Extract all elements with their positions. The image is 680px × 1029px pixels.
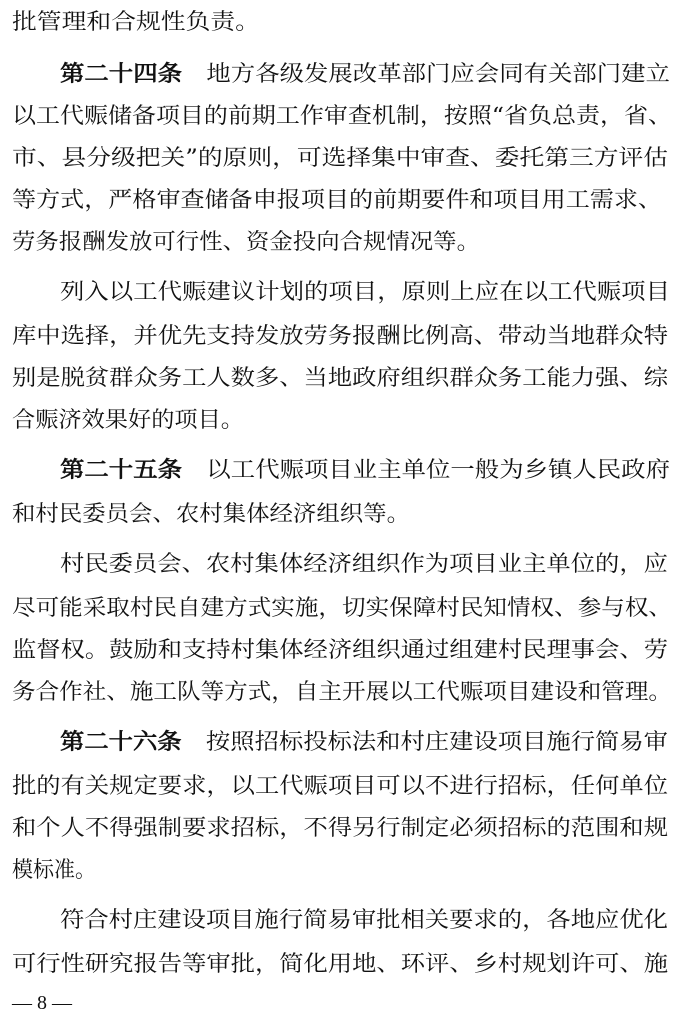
line-content: 以工代赈储备项目的前期工作审查机制，按照“省负总责，省、 — [12, 104, 672, 129]
line-content: 监督权。鼓励和支持村集体经济组织通过组建村民理事会、劳 — [12, 638, 668, 663]
article-number: 第二十四条 — [60, 62, 183, 87]
article-heading-line — [0, 57, 680, 93]
line-content: 和个人不得强制要求招标，不得另行制定必须招标的范围和规 — [12, 816, 668, 841]
line-content: 地方各级发展改革部门应会同有关部门建立 — [206, 62, 671, 87]
line-content: 以工代赈项目业主单位一般为乡镇人民政府 — [206, 458, 671, 483]
line-content: 批管理和合规性负责。 — [12, 10, 260, 35]
line-content: 和村民委员会、农村集体经济组织等。 — [12, 502, 410, 527]
line-text — [12, 947, 668, 983]
line-text — [12, 591, 672, 627]
paragraph-line — [0, 547, 680, 583]
line-content: 可行性研究报告等审批，简化用地、环评、乡村规划许可、施 — [12, 952, 668, 977]
paragraph-line — [0, 769, 680, 805]
line-text — [12, 811, 668, 847]
paragraph-line — [0, 5, 680, 41]
article-heading-line — [0, 725, 680, 761]
paragraph-line — [0, 591, 680, 627]
paragraph-line — [0, 361, 680, 397]
line-text — [12, 183, 662, 219]
article-number: 第二十五条 — [60, 458, 183, 483]
line-text — [12, 361, 668, 397]
line-content: 列入以工代赈建议计划的项目，原则上应在以工代赈项目 — [60, 280, 670, 305]
paragraph-line — [0, 225, 680, 261]
line-text — [12, 633, 668, 669]
line-content: 劳务报酬发放可行性、资金投向合规情况等。 — [12, 230, 481, 255]
line-content: 符合村庄建设项目施行简易审批相关要求的，各地应优化 — [60, 908, 668, 933]
line-text — [60, 275, 670, 311]
page-number: — 8 — — [12, 992, 72, 1014]
line-text — [12, 769, 668, 805]
line-content: 模标准。 — [12, 858, 96, 883]
line-text — [12, 319, 668, 355]
line-text — [60, 453, 670, 489]
line-text — [60, 57, 670, 93]
article-heading-line — [0, 453, 680, 489]
line-content: 尽可能采取村民自建方式实施，切实保障村民知情权、参与权、 — [12, 596, 672, 621]
line-text — [12, 141, 668, 177]
paragraph-line — [0, 947, 680, 983]
line-text — [12, 99, 672, 135]
paragraph-line — [0, 633, 680, 669]
paragraph-line — [0, 141, 680, 177]
paragraph-line — [0, 319, 680, 355]
paragraph-line — [0, 903, 680, 939]
line-content: 村民委员会、农村集体经济组织作为项目业主单位的，应 — [60, 552, 668, 577]
line-content: 别是脱贫群众务工人数多、当地政府组织群众务工能力强、综 — [12, 366, 668, 391]
paragraph-line — [0, 99, 680, 135]
line-text — [60, 547, 668, 583]
line-text — [12, 403, 244, 439]
paragraph-line — [0, 183, 680, 219]
line-text — [12, 497, 410, 533]
heading-gap — [182, 458, 206, 483]
line-text — [12, 225, 480, 261]
paragraph-line — [0, 403, 680, 439]
line-content: 库中选择，并优先支持发放劳务报酬比例高、带动当地群众特 — [12, 324, 668, 349]
line-text — [12, 5, 260, 41]
article-number: 第二十六条 — [60, 730, 182, 755]
line-text — [60, 903, 668, 939]
paragraph-line — [0, 497, 680, 533]
line-content: 等方式，严格审查储备申报项目的前期要件和项目用工需求、 — [12, 188, 662, 213]
line-content: 批的有关规定要求，以工代赈项目可以不进行招标，任何单位 — [12, 774, 668, 799]
heading-gap — [182, 730, 206, 755]
line-content: 务合作社、施工队等方式，自主开展以工代赈项目建设和管理。 — [12, 680, 672, 705]
paragraph-line — [0, 675, 680, 711]
line-content: 市、县分级把关”的原则，可选择集中审查、委托第三方评估 — [12, 146, 668, 171]
line-text — [12, 853, 96, 889]
line-content: 合赈济效果好的项目。 — [12, 408, 244, 433]
line-content: 按照招标投标法和村庄建设项目施行简易审 — [205, 730, 668, 755]
paragraph-line — [0, 853, 680, 889]
heading-gap — [182, 62, 206, 87]
paragraph-line — [0, 275, 680, 311]
line-text — [12, 675, 672, 711]
line-text — [60, 725, 668, 761]
paragraph-line — [0, 811, 680, 847]
